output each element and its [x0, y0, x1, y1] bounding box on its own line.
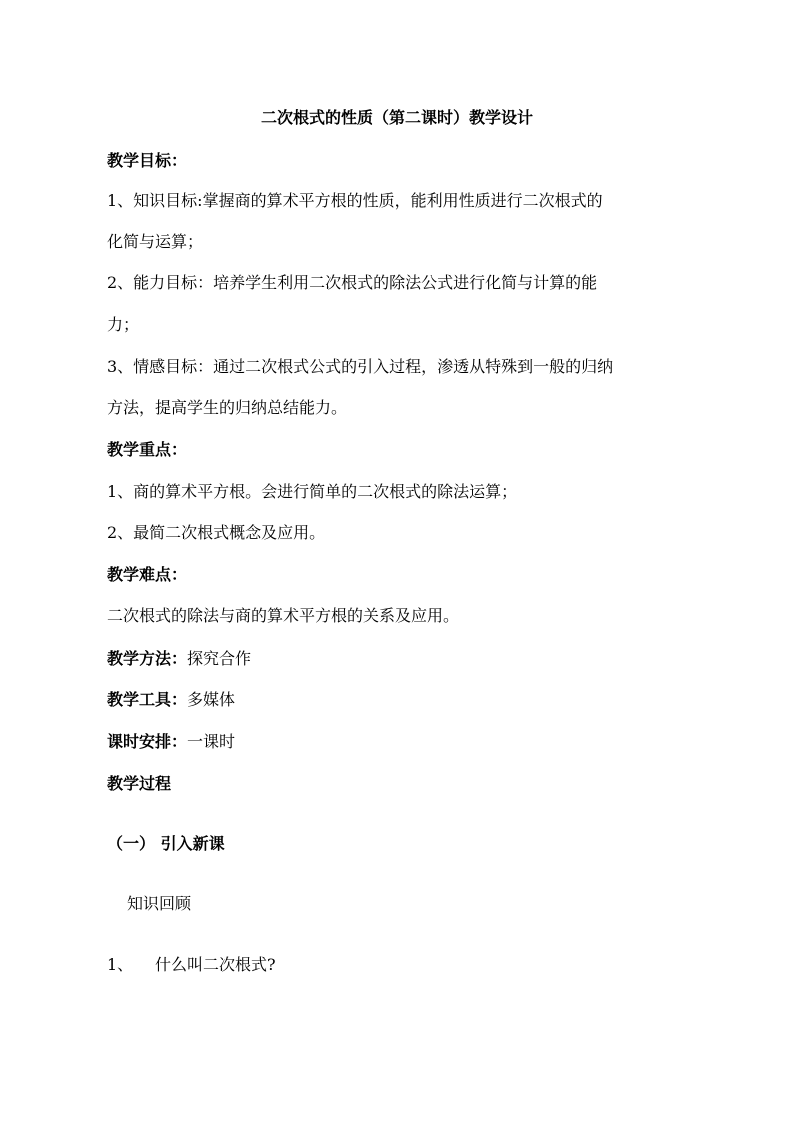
method-value: 探究合作 [187, 649, 252, 668]
key-points-heading: 教学重点： [107, 440, 188, 459]
document-title: 二次根式的性质（第二课时）教学设计 [260, 108, 533, 127]
method-label: 教学方法： [107, 649, 188, 668]
section-heading: （一） 引入新课 [107, 834, 225, 853]
process-heading: 教学过程 [107, 774, 172, 793]
method-row [107, 648, 697, 670]
schedule-label: 课时安排： [107, 732, 188, 751]
objective-line: 2、能力目标：培养学生利用二次根式的除法公式进行化简与计算的能 [107, 273, 598, 292]
objectives-heading: 教学目标： [107, 151, 188, 170]
key-point-line: 2、最简二次根式概念及应用。 [107, 523, 326, 542]
key-point-line: 1、商的算术平方根。会进行简单的二次根式的除法运算； [107, 482, 518, 501]
schedule-value: 一课时 [187, 732, 236, 751]
tools-row [107, 689, 697, 711]
tools-label: 教学工具： [107, 690, 188, 709]
question-number: 1、 [107, 955, 134, 974]
objective-line: 方法，提高学生的归纳总结能力。 [107, 398, 348, 417]
objective-line: 1、知识目标:掌握商的算术平方根的性质，能利用性质进行二次根式的 [107, 191, 603, 210]
difficulties-text: 二次根式的除法与商的算术平方根的关系及应用。 [107, 606, 460, 625]
review-heading: 知识回顾 [127, 894, 192, 913]
objective-line: 化简与运算； [107, 232, 204, 251]
schedule-row [107, 731, 697, 753]
tools-value: 多媒体 [187, 690, 236, 709]
objective-line: 3、情感目标：通过二次根式公式的引入过程，渗透从特殊到一般的归纳 [107, 357, 614, 376]
question-text: 什么叫二次根式? [155, 955, 276, 974]
difficulties-heading: 教学难点： [107, 565, 188, 584]
objective-line: 力； [107, 315, 140, 334]
